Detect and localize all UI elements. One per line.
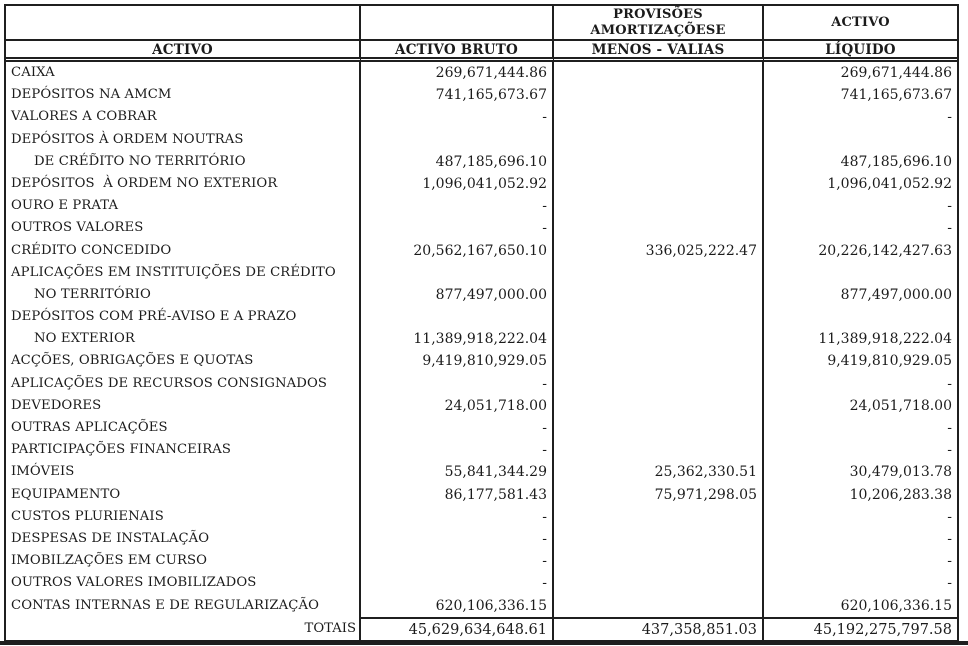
row-label: CONTAS INTERNAS E DE REGULARIZAÇÃO xyxy=(6,595,361,617)
cell-provisoes xyxy=(554,84,764,106)
row-label: APLICAÇÕES EM INSTITUIÇÕES DE CRÉDITO xyxy=(6,262,361,284)
cell-activo-liquido: - xyxy=(947,220,952,237)
row-label: DEPÓSITOS COM PRÉ-AVISO E A PRAZO xyxy=(6,306,361,328)
header-col-activo-bruto: ACTIVO BRUTO xyxy=(361,41,554,62)
row-label: NO EXTERIOR xyxy=(6,328,361,350)
cell-activo-liquido: - xyxy=(947,530,952,547)
cell-activo-liquido: 741,165,673.67 xyxy=(840,87,952,104)
row-label: DEPÓSITOS À ORDEM NO EXTERIOR xyxy=(6,173,361,195)
header-col-liquido: LÍQUIDO xyxy=(764,41,957,62)
cell-provisoes xyxy=(554,284,764,306)
header-activo-top xyxy=(764,6,957,41)
cell-activo-bruto: - xyxy=(361,106,554,128)
row-label: IMOBILZAÇÕES EM CURSO xyxy=(6,550,361,572)
cell-activo-liquido: 269,671,444.86 xyxy=(840,65,952,81)
cell-activo-liquido: 487,185,696.10 xyxy=(840,153,952,170)
cell-activo-bruto: - xyxy=(361,572,554,594)
row-label: DEPÓSITOS NA AMCM xyxy=(6,84,361,106)
row-label: CAIXA xyxy=(6,62,361,84)
header-col-menos-valias: MENOS - VALIAS xyxy=(554,41,764,62)
cell-provisoes xyxy=(554,306,764,328)
cell-activo-bruto: - xyxy=(361,528,554,550)
cell-activo-bruto: 269,671,444.86 xyxy=(361,62,554,84)
cell-provisoes xyxy=(554,528,764,550)
cell-provisoes xyxy=(554,395,764,417)
cell-activo-liquido: 11,389,918,222.04 xyxy=(818,331,952,348)
bottom-double-rule xyxy=(0,641,968,645)
cell-activo-liquido: - xyxy=(947,442,952,459)
cell-activo-bruto xyxy=(361,262,554,284)
cell-provisoes xyxy=(554,262,764,284)
cell-provisoes: 25,362,330.51 xyxy=(554,461,764,483)
totals-activo-bruto: 45,629,634,648.61 xyxy=(361,617,554,640)
row-label: CRÉDITO CONCEDIDO xyxy=(6,240,361,262)
cell-activo-liquido: - xyxy=(947,109,952,126)
cell-provisoes xyxy=(554,151,764,173)
cell-activo-liquido: 1,096,041,052.92 xyxy=(827,175,952,192)
cell-activo-liquido: - xyxy=(947,508,952,525)
cell-activo-bruto: 24,051,718.00 xyxy=(361,395,554,417)
header-blank-bruto xyxy=(361,6,554,41)
cell-provisoes xyxy=(554,195,764,217)
header-provisoes xyxy=(554,6,764,41)
row-label: EQUIPAMENTO xyxy=(6,484,361,506)
cell-activo-liquido: 9,419,810,929.05 xyxy=(827,353,952,370)
cell-activo-bruto: 1,096,041,052.92 xyxy=(361,173,554,195)
cell-activo-bruto: 741,165,673.67 xyxy=(361,84,554,106)
cell-activo-bruto xyxy=(361,129,554,151)
cell-activo-bruto: - xyxy=(361,195,554,217)
row-label: APLICAÇÕES DE RECURSOS CONSIGNADOS xyxy=(6,373,361,395)
cell-provisoes xyxy=(554,350,764,372)
cell-provisoes xyxy=(554,217,764,239)
cell-activo-liquido: 24,051,718.00 xyxy=(849,397,952,414)
header-provisoes-line2: AMORTIZAÇÕESE xyxy=(590,22,726,38)
cell-activo-bruto: 487,185,696.10 xyxy=(361,151,554,173)
row-label: DEPÓSITOS À ORDEM NOUTRAS xyxy=(6,129,361,151)
row-label: DE CRÉD̃ITO NO TERRITÓRIO xyxy=(6,151,361,173)
cell-activo-liquido: 20,226,142,427.63 xyxy=(818,242,952,259)
cell-activo-bruto: - xyxy=(361,217,554,239)
cell-activo-liquido: - xyxy=(947,575,952,592)
row-label: PARTICIPAÇÕES FINANCEIRAS xyxy=(6,439,361,461)
cell-activo-liquido xyxy=(764,306,957,328)
cell-provisoes xyxy=(554,173,764,195)
cell-provisoes xyxy=(554,572,764,594)
cell-activo-bruto: - xyxy=(361,373,554,395)
row-label: IMÓVEIS xyxy=(6,461,361,483)
cell-activo-liquido xyxy=(764,262,957,284)
cell-activo-liquido: - xyxy=(947,420,952,436)
cell-activo-bruto: 11,389,918,222.04 xyxy=(361,328,554,350)
cell-activo-bruto: 620,106,336.15 xyxy=(361,595,554,617)
cell-provisoes xyxy=(554,417,764,439)
cell-activo-liquido: - xyxy=(947,553,952,570)
cell-activo-liquido: 620,106,336.15 xyxy=(840,597,952,614)
cell-activo-bruto: - xyxy=(361,439,554,461)
row-label: CUSTOS PLURIENAIS xyxy=(6,506,361,528)
cell-activo-bruto: 9,419,810,929.05 xyxy=(361,350,554,372)
cell-provisoes xyxy=(554,62,764,84)
cell-provisoes xyxy=(554,106,764,128)
cell-activo-bruto: 20,562,167,650.10 xyxy=(361,240,554,262)
cell-provisoes xyxy=(554,328,764,350)
cell-activo-bruto: 86,177,581.43 xyxy=(361,484,554,506)
header-provisoes-line1: PROVISÕES xyxy=(613,6,703,22)
header-col-activo: ACTIVO xyxy=(6,41,361,62)
cell-provisoes xyxy=(554,439,764,461)
row-label: ACÇÕES, OBRIGAÇÕES E QUOTAS xyxy=(6,350,361,372)
cell-activo-liquido: 10,206,283.38 xyxy=(849,486,952,503)
cell-provisoes xyxy=(554,595,764,617)
cell-provisoes xyxy=(554,373,764,395)
cell-activo-bruto: - xyxy=(361,550,554,572)
cell-provisoes xyxy=(554,550,764,572)
totals-provisoes: 437,358,851.03 xyxy=(554,617,764,640)
row-label: DESPESAS DE INSTALAÇÃO xyxy=(6,528,361,550)
row-label: OUTROS VALORES IMOBILIZADOS xyxy=(6,572,361,594)
totals-activo-liquido: 45,192,275,797.58 xyxy=(764,617,957,640)
cell-provisoes: 336,025,222.47 xyxy=(554,240,764,262)
cell-provisoes: 75,971,298.05 xyxy=(554,484,764,506)
cell-activo-bruto xyxy=(361,306,554,328)
cell-activo-liquido: 30,479,013.78 xyxy=(849,464,952,481)
header-activo-top-label: ACTIVO xyxy=(831,14,890,30)
cell-activo-bruto: 55,841,344.29 xyxy=(361,461,554,483)
row-label: VALORES A COBRAR xyxy=(6,106,361,128)
row-label: NO TERRITÓRIO xyxy=(6,284,361,306)
activo-table xyxy=(4,4,959,642)
cell-activo-liquido: 877,497,000.00 xyxy=(840,286,952,303)
row-label: OURO E PRATA xyxy=(6,195,361,217)
row-label: OUTRAS APLICAÇÕES xyxy=(6,417,361,439)
cell-provisoes xyxy=(554,129,764,151)
totals-label: TOTAIS xyxy=(6,617,361,640)
header-blank-activo xyxy=(6,6,361,41)
cell-activo-bruto: 877,497,000.00 xyxy=(361,284,554,306)
row-label: DEVEDORES xyxy=(6,395,361,417)
row-label: OUTROS VALORES xyxy=(6,217,361,239)
cell-activo-liquido xyxy=(764,129,957,151)
cell-activo-bruto: - xyxy=(361,506,554,528)
cell-provisoes xyxy=(554,506,764,528)
cell-activo-bruto: - xyxy=(361,417,554,439)
cell-activo-liquido: - xyxy=(947,375,952,392)
cell-activo-liquido: - xyxy=(947,198,952,215)
